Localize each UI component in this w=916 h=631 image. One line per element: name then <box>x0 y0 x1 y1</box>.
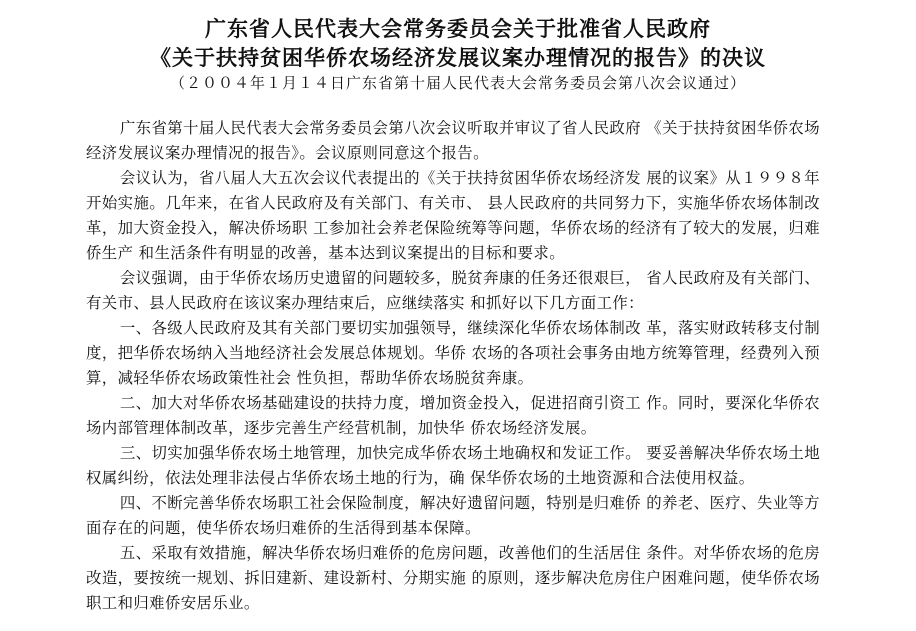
paragraph-item-2: 二、加大对华侨农场基础建设的扶持力度，增加资金投入，促进招商引资工 作。同时，要深化华侨农场内部管理体制改革，逐步完善生产经营机制，加快华 侨农场经济发展。 <box>86 394 820 437</box>
adoption-note: （２００４年１月１４日广东省第十届人民代表大会常务委员会第八次会议通过） <box>169 74 746 92</box>
document-title-line-1: 广东省人民代表大会常务委员会关于批准省人民政府 <box>205 16 711 41</box>
paragraph-item-3: 三、切实加强华侨农场土地管理，加快完成华侨农场土地确权和发证工作。 要妥善解决华侨农场土地权属纠纷，依法处理非法侵占华侨农场土地的行为，确 保华侨农场的土地资源和合法使用权益。 <box>86 444 820 487</box>
paragraph-item-1: 一、各级人民政府及其有关部门要切实加强领导，继续深化华侨农场体制改 革，落实财政转移支付制度，把华侨农场纳入当地经济社会发展总体规划。华侨 农场的各项社会事务由地方统筹管理，经费列入预算，减轻华侨农场政策性社会 性负担，帮助华侨农场脱贫奔康。 <box>86 319 820 387</box>
paragraph-item-5: 五、采取有效措施，解决华侨农场归难侨的危房问题，改善他们的生活居住 条件。对华侨农场的危房改造，要按统一规划、拆旧建新、建设新村、分期实施 的原则，逐步解决危房住户困难问题，使华侨农场职工和归难侨安居乐业。 <box>86 544 820 612</box>
document-body <box>0 116 916 616</box>
document-title-line-2: 《关于扶持贫困华侨农场经济发展议案办理情况的报告》的决议 <box>150 45 766 70</box>
paragraph-opinion: 会议认为，省八届人大五次会议代表提出的《关于扶持贫困华侨农场经济发 展的议案》从１９９８年开始实施。几年来，在省人民政府及有关部门、有关市、 县人民政府的共同努力下，实施华侨农场体制改革，加大资金投入，解决侨场职 工参加社会养老保险统筹等问题，华侨农场的经济有了较大的发展，归难侨生产 和生活条件有明显的改善，基本达到议案提出的目标和要求。 <box>86 169 820 262</box>
paragraph-intro: 广东省第十届人民代表大会常务委员会第八次会议听取并审议了省人民政府 《关于扶持贫困华侨农场经济发展议案办理情况的报告》。会议原则同意这个报告。 <box>86 119 820 162</box>
paragraph-item-4: 四、不断完善华侨农场职工社会保险制度，解决好遗留问题，特别是归难侨 的养老、医疗、失业等方面存在的问题，使华侨农场归难侨的生活得到基本保障。 <box>86 494 820 537</box>
paragraph-emphasis: 会议强调，由于华侨农场历史遗留的问题较多，脱贫奔康的任务还很艰巨， 省人民政府及有关部门、有关市、县人民政府在该议案办理结束后，应继续落实 和抓好以下几方面工作： <box>86 269 820 312</box>
